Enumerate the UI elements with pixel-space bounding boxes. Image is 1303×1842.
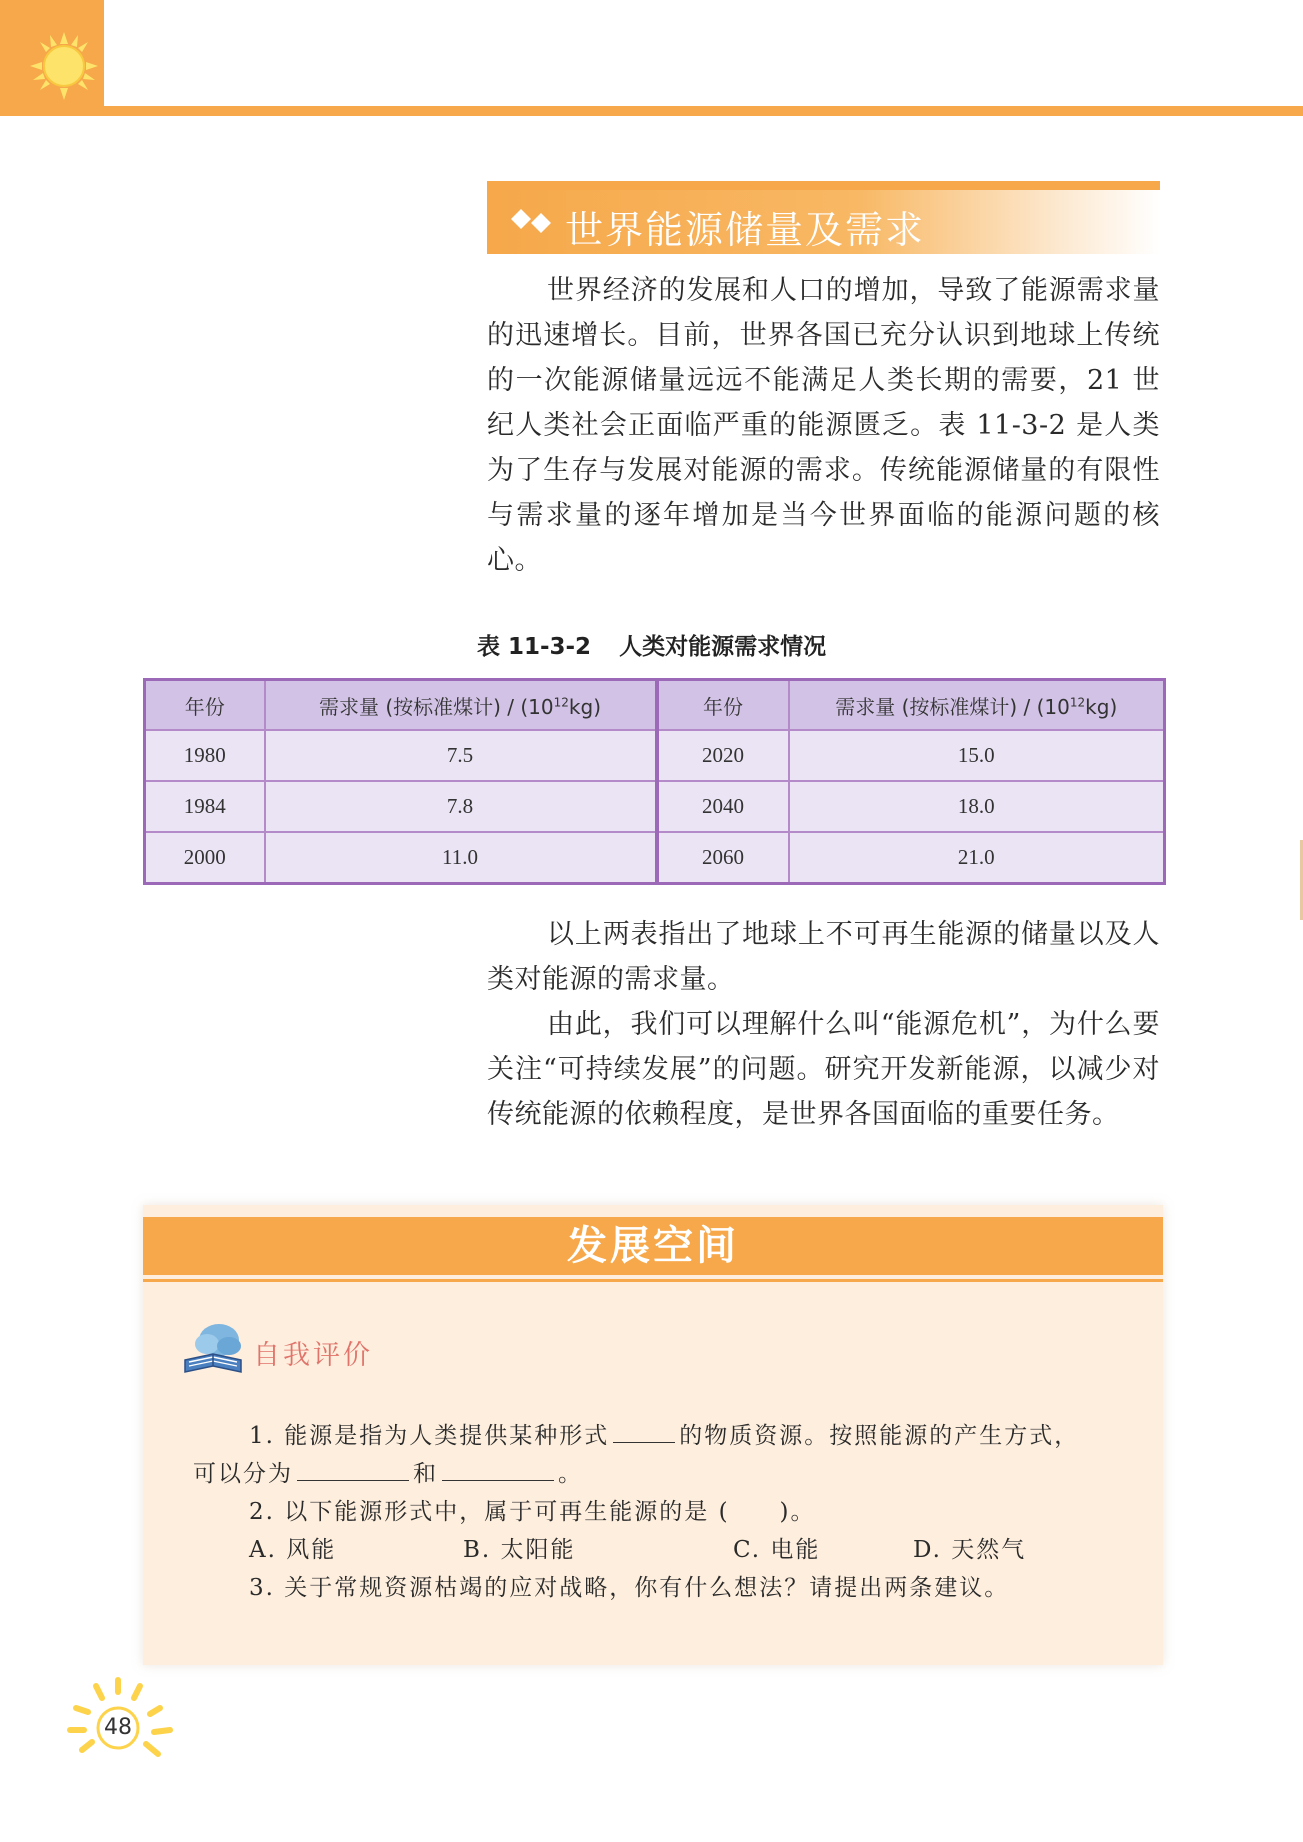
answer-blank <box>613 1420 675 1443</box>
table-row <box>145 832 1165 884</box>
cell-year: 1980 <box>145 730 265 781</box>
header-year-b: 年份 <box>657 680 789 731</box>
development-title: 发展空间 <box>567 1223 739 1269</box>
section-heading-rule <box>487 181 1160 190</box>
option-a: A. 风能 <box>249 1537 337 1563</box>
sun-icon <box>28 30 100 102</box>
cell-demand: 11.0 <box>265 832 657 884</box>
cell-year: 2040 <box>657 781 789 832</box>
option-c: C. 电能 <box>733 1537 821 1563</box>
energy-demand-table <box>143 678 1166 885</box>
development-banner-rule <box>143 1279 1163 1282</box>
section-heading <box>487 181 1160 254</box>
question-1-line-1: 1. 能源是指为人类提供某种形式 的物质资源。按照能源的产生方式， <box>249 1417 1079 1450</box>
body-paragraph-2: 以上两表指出了地球上不可再生能源的储量以及人类对能源的需求量。 <box>487 919 1160 995</box>
answer-blank <box>442 1458 554 1481</box>
header-demand-b: 需求量 (按标准煤计) / $(10^{12}kg)$ <box>789 680 1165 731</box>
table-row <box>145 730 1165 781</box>
question-3: 3. 关于常规资源枯竭的应对战略，你有什么想法？请提出两条建议。 <box>249 1575 1010 1601</box>
cell-year: 2000 <box>145 832 265 884</box>
cell-demand: 7.5 <box>265 730 657 781</box>
diamond-bullet-icon <box>511 206 555 236</box>
body-paragraph-3: 由此，我们可以理解什么叫“能源危机”，为什么要关注“可持续发展”的问题。研究开发新能源，以减少对传统能源的依赖程度，是世界各国面临的重要任务。 <box>487 1009 1160 1130</box>
section-title: 世界能源储量及需求 <box>565 208 926 252</box>
page-number: 48 <box>104 1715 132 1740</box>
development-panel <box>143 1205 1163 1665</box>
cell-year: 1984 <box>145 781 265 832</box>
option-b: B. 太阳能 <box>463 1537 576 1563</box>
cell-demand: 18.0 <box>789 781 1165 832</box>
header-rule <box>104 106 1303 116</box>
body-paragraph-1: 世界经济的发展和人口的增加，导致了能源需求量的迅速增长。目前，世界各国已充分认识到地球上传统的一次能源储量远远不能满足人类长期的需要，21 世纪人类社会正面临严重的能源匮乏。表 11-3-2 是人类为了生存与发展对能源的需求。传统能源储量的有限性与需求量的逐年增加是当今世界面临的能源问题的核心。 <box>487 275 1160 576</box>
table-caption <box>0 628 1303 661</box>
table-row <box>145 781 1165 832</box>
answer-blank <box>297 1458 409 1481</box>
question-2: 2. 以下能源形式中，属于可再生能源的是 ( )。 <box>249 1499 816 1525</box>
development-banner <box>143 1217 1163 1275</box>
book-icon <box>181 1320 245 1380</box>
option-d: D. 天然气 <box>913 1537 1027 1563</box>
cell-demand: 7.8 <box>265 781 657 832</box>
cell-demand: 21.0 <box>789 832 1165 884</box>
table-caption-title: 人类对能源需求情况 <box>619 634 827 660</box>
header-year-a: 年份 <box>145 680 265 731</box>
cell-year: 2020 <box>657 730 789 781</box>
table-caption-number: 表 11-3-2 <box>476 634 592 660</box>
cell-demand: 15.0 <box>789 730 1165 781</box>
table-header-row <box>145 680 1165 731</box>
question-1-line-2: 可以分为 和 。 <box>193 1455 583 1488</box>
cell-year: 2060 <box>657 832 789 884</box>
header-demand-a: 需求量 (按标准煤计) / $(10^{12}kg)$ <box>265 680 657 731</box>
self-evaluation-title: 自我评价 <box>253 1340 373 1371</box>
